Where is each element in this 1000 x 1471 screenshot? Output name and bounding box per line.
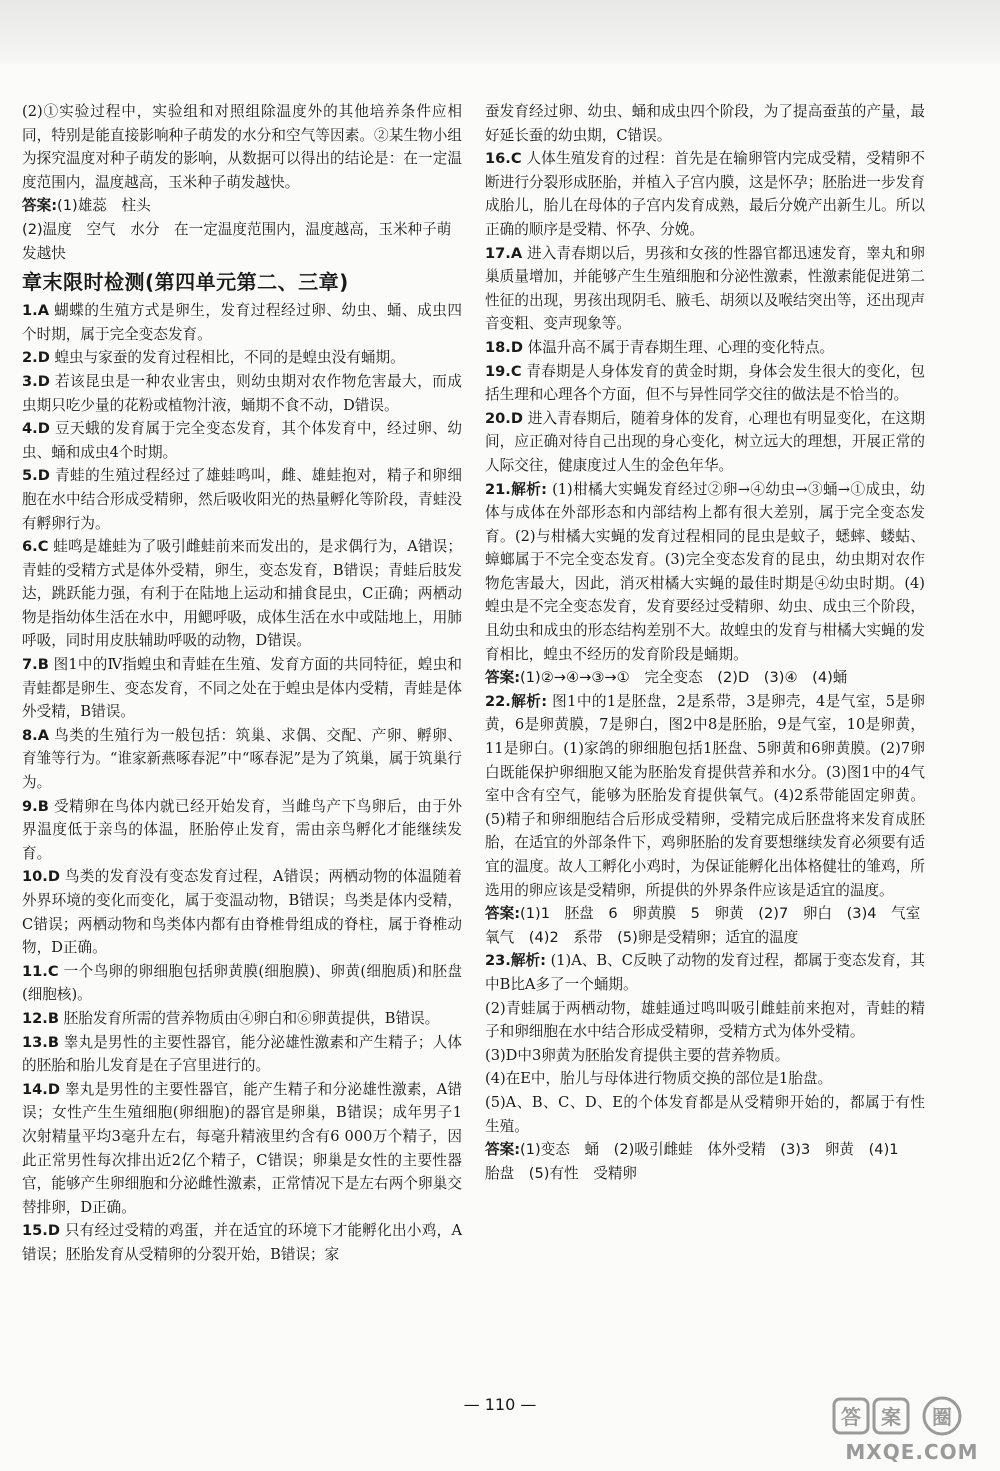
- question-item: [22, 1007, 462, 1031]
- answer-text: (1)变态 蛹 (2)吸引雌蛙 体外受精 (3)3 卵黄 (4)1 胎盘 (5)有性 受精卵: [485, 1141, 914, 1182]
- section-heading: 章末限时检测(第四单元第二、三章): [22, 270, 349, 295]
- question-explanation: 图1中的1是胚盘，2是系带，3是卵壳，4是气室，5是卵黄，6是卵黄膜，7是卵白，图2中8是胚胎，9是气室，10是卵黄，11是卵白。(1)家鸽的卵细胞包括1胚盘、5卵黄和6卵黄膜。(2)7卵白既能保护卵细胞又能为胚胎发育提供营养和水分。(3)图1中的4气室中含有空气，能够为胚胎发育提供氧气。(4)2系带能固定卵黄。(5)精子和卵细胞结合后形成受精卵，受精完成后胚盘将来发育成胚胎，在适宜的外部条件下，鸡卵胚胎的发育要想继续发育必须要有适宜的温度。故人工孵化小鸡时，为保证能孵化出体格健壮的雏鸡，所选用的卵应该是受精卵，所提供的外界条件应该是适宜的温度。: [485, 692, 925, 899]
- question-number: 8.A: [22, 726, 49, 744]
- question-explanation: 蛙鸣是雄蛙为了吸引雌蛙前来而发出的，是求偶行为，A错误；青蛙的受精方式是体外受精，卵生，变态发育，B错误；青蛙后肢发达，跳跃能力强，有利于在陆地上运动和捕食昆虫，C正确；两栖动物是指幼体生活在水中，用鳃呼吸，成体生活在水中或陆地上，用肺呼吸，同时用皮肤辅助呼吸的动物，D错误。: [22, 538, 462, 650]
- question-explanation: 睾丸是男性的主要性器官，能分泌雄性激素和产生精子；人体的胚胎和胎儿发育是在子宫里进行的。: [22, 1033, 462, 1075]
- question-item: [485, 690, 925, 902]
- question-explanation: 蝴蝶的生殖方式是卵生，发育过程经过卵、幼虫、蛹、成虫四个时期，属于完全变态发育。: [22, 302, 462, 343]
- svg-text:圈: 圈: [932, 1405, 952, 1429]
- answer-label: 答案:: [485, 1141, 521, 1159]
- question-explanation: 进入青春期后，随着身体的发育，心理也有明显变化，在这期间，应正确对待自己出现的身心变化，树立远大的理想，开展正常的人际交往，健康度过人生的金色年华。: [485, 409, 925, 474]
- question-number: 9.B: [22, 797, 49, 815]
- question-explanation: 鸟类的生殖行为一般包括：筑巢、求偶、交配、产卵、孵卵、育雏等行为。“谁家新燕啄春泥”中“啄春泥”是为了筑巢，属于筑巢行为。: [22, 726, 462, 792]
- question-number: 13.B: [22, 1033, 59, 1051]
- question-item: [22, 653, 462, 724]
- question-explanation: (1)柑橘大实蝇发育经过②卵→④幼虫→③蛹→①成虫，幼体与成体在外部形态和内部结构上都有很大差别，属于完全变态发育。(2)与柑橘大实蝇的发育过程相同的昆虫是蚊子，蟋蟀、蝼蛄、蟑螂属于不完全变态发育。(3)完全变态发育的昆虫，幼虫期对农作物危害最大，因此，消灭柑橘大实蝇的最佳时期是④幼虫时期。(4)蝗虫是不完全变态发育，发育要经过受精卵、幼虫、成虫三个阶段，且幼虫和成虫的形态结构差别不大。故蝗虫的发育与柑橘大实蝇的发育相比，蝗虫不经历的发育阶段是蛹期。: [485, 480, 926, 663]
- answer-line: [485, 666, 925, 690]
- question-item: [22, 1219, 462, 1266]
- answer-label: 答案:: [485, 905, 521, 923]
- answer-text: (1)雄蕊 柱头: [57, 197, 151, 215]
- question-number: 23.解析:: [485, 952, 546, 970]
- question-number: 1.A: [22, 302, 49, 320]
- right-column: [485, 100, 935, 1185]
- question-explanation: (1)A、B、C反映了动物的发育过程，都属于变态发育，其中B比A多了一个蛹期。: [485, 952, 925, 993]
- watermark-logo: [832, 1395, 992, 1465]
- paragraph: (4)在E中，胎儿与母体进行物质交换的部位是1胎盘。: [485, 1070, 833, 1088]
- question-item: [22, 1078, 462, 1220]
- question-number: 16.C: [485, 150, 522, 168]
- paragraph: 蚕发育经过卵、幼虫、蛹和成虫四个阶段，为了提高蚕茧的产量，最好延长蚕的幼虫期，C错误。: [485, 103, 925, 144]
- question-number: 10.D: [22, 868, 60, 886]
- question-number: 19.C: [485, 362, 522, 380]
- question-explanation: 鸟类的发育没有变态发育过程，A错误；两栖动物的体温随着外界环境的变化而变化，属于变温动物，B错误；鸟类是体内受精，C错误；两栖动物和鸟类体内都有由脊椎骨组成的脊柱，属于脊椎动物，D正确。: [22, 868, 463, 957]
- paragraph: (2)①实验过程中，实验组和对照组除温度外的其他培养条件应相同，特别是能直接影响种子萌发的水分和空气等因素。②某生物小组为探究温度对种子萌发的影响，从数据可以得出的结论是：在一定温度范围内，温度越高，玉米种子萌发越快。: [22, 103, 462, 191]
- question-number: 5.D: [22, 467, 50, 485]
- question-explanation: 胚胎发育所需的营养物质由④卵白和⑥卵黄提供，B错误。: [63, 1009, 440, 1027]
- answer-label: 答案:: [22, 197, 58, 215]
- question-number: 18.D: [485, 338, 523, 356]
- page-number: — 110 —: [463, 1395, 537, 1414]
- question-number: 17.A: [485, 244, 523, 262]
- question-item: [22, 417, 462, 464]
- answer-line: [485, 902, 935, 949]
- question-item: [22, 370, 462, 417]
- question-explanation: 人体生殖发育的过程：首先是在输卵管内完成受精，受精卵不断进行分裂形成胚胎，并植入子宫内膜，这是怀孕；胚胎进一步发育成胎儿，胎儿在母体的子宫内发育成熟，最后分娩产出新生儿。所以正确的顺序是受精、怀孕、分娩。: [485, 150, 925, 238]
- answer-line: [485, 1138, 925, 1185]
- question-item: [22, 299, 462, 346]
- question-item: [485, 242, 925, 336]
- question-item: [485, 407, 925, 478]
- question-explanation: 若该昆虫是一种农业害虫，则幼虫期对农作物危害最大，而成虫期只吃少量的花粉或植物汁液，蛹期不食不动，D错误。: [22, 372, 462, 414]
- question-item: [22, 346, 462, 370]
- question-explanation: 体温升高不属于青春期生理、心理的变化特点。: [527, 338, 835, 356]
- question-item: [22, 464, 462, 535]
- question-item: [22, 865, 462, 959]
- question-number: 3.D: [22, 372, 50, 390]
- paragraph: (3)D中3卵黄为胚胎发育提供主要的营养物质。: [485, 1046, 790, 1064]
- question-explanation: 青春期是人身体发育的黄金时期，身体会发生很大的变化，包括生理和心理各个方面，但不与异性同学交往的做法是不恰当的。: [485, 362, 925, 404]
- question-number: 2.D: [22, 349, 50, 367]
- question-item: [22, 960, 462, 1007]
- question-number: 21.解析:: [485, 480, 548, 498]
- question-item: [485, 147, 925, 241]
- paragraph: (5)A、B、C、D、E的个体发育都是从受精卵开始的，都属于有性生殖。: [485, 1093, 925, 1135]
- question-item: [485, 478, 925, 667]
- question-item: [485, 360, 925, 407]
- question-explanation: 青蛙的生殖过程经过了雄蛙鸣叫，雌、雄蛙抱对，精子和卵细胞在水中结合形成受精卵，然后吸收阳光的热量孵化等阶段，青蛙没有孵卵行为。: [22, 467, 462, 532]
- question-number: 20.D: [485, 409, 523, 427]
- question-item: [22, 724, 462, 795]
- answer-text: (2)温度 空气 水分 在一定温度范围内，温度越高，玉米种子萌发越快: [22, 220, 452, 262]
- paragraph: (2)青蛙属于两栖动物，雄蛙通过鸣叫吸引雌蛙前来抱对，青蛙的精子和卵细胞在水中结合形成受精卵，受精方式为体外受精。: [485, 999, 925, 1041]
- svg-text:案: 案: [881, 1405, 901, 1429]
- answer-line: [22, 194, 462, 218]
- question-explanation: 豆天蛾的发育属于完全变态发育，其个体发育中，经过卵、幼虫、蛹和成虫4个时期。: [22, 420, 462, 461]
- question-explanation: 一个鸟卵的卵细胞包括卵黄膜(细胞膜)、卵黄(细胞质)和胚盘(细胞核)。: [22, 962, 463, 1004]
- answer-line: [22, 218, 462, 265]
- question-number: 15.D: [22, 1222, 60, 1240]
- svg-text:MXQE.COM: MXQE.COM: [845, 1440, 979, 1464]
- question-number: 22.解析:: [485, 692, 548, 710]
- svg-text:答: 答: [841, 1405, 861, 1429]
- question-item: [22, 795, 462, 866]
- question-explanation: 受精卵在鸟体内就已经开始发育，当雌鸟产下鸟卵后，由于外界温度低于亲鸟的体温，胚胎停止发育，需由亲鸟孵化才能继续发育。: [22, 797, 462, 862]
- question-explanation: 睾丸是男性的主要性器官，能产生精子和分泌雄性激素，A错误；女性产生生殖细胞(卵细胞)的器官是卵巢，B错误；成年男子1次射精量平均3毫升左右，每毫升精液里约含有6 000万个精子，因此正常男性每次排出近2亿个精子，C错误；卵巢是女性的主要性器官，能够产生卵细胞和分泌雌性激素，正常情况下是左右两个卵巢交替排卵，D正确。: [22, 1080, 463, 1216]
- question-number: 6.C: [22, 538, 49, 556]
- question-explanation: 进入青春期以后，男孩和女孩的性器官都迅速发育，睾丸和卵巢质量增加，并能够产生生殖细胞和分泌性激素，性激素能促进第二性征的出现，男孩出现阴毛、腋毛、胡须以及喉结突出等，还出现声音变粗、变声现象等。: [485, 244, 925, 333]
- question-number: 14.D: [22, 1080, 60, 1098]
- question-number: 11.C: [22, 962, 59, 980]
- question-explanation: 图1中的Ⅳ指蝗虫和青蛙在生殖、发育方面的共同特征，蝗虫和青蛙都是卵生、变态发育，不同之处在于蝗虫是体内受精，青蛙是体外受精，B错误。: [22, 656, 462, 721]
- question-item: [22, 1031, 462, 1078]
- answer-text: (1)1 胚盘 6 卵黄膜 5 卵黄 (2)7 卵白 (3)4 气室 氧气 (4)2 系带 (5)卵是受精卵；适宜的温度: [485, 905, 935, 946]
- question-item: [485, 949, 925, 996]
- question-explanation: 蝗虫与家蚕的发育过程相比，不同的是蝗虫没有蛹期。: [54, 349, 405, 367]
- scan-top-band: [0, 0, 1000, 64]
- answer-text: (1)②→④→③→① 完全变态 (2)D (3)④ (4)蛹: [520, 669, 848, 687]
- question-item: [22, 535, 462, 653]
- answer-label: 答案:: [485, 669, 521, 687]
- question-number: 12.B: [22, 1009, 59, 1027]
- question-item: [485, 336, 925, 360]
- question-number: 7.B: [22, 656, 49, 674]
- left-column: [22, 100, 462, 1267]
- question-number: 4.D: [22, 420, 50, 438]
- question-explanation: 只有经过受精的鸡蛋，并在适宜的环境下才能孵化出小鸡，A错误；胚胎发育从受精卵的分裂开始，B错误；家: [22, 1222, 463, 1263]
